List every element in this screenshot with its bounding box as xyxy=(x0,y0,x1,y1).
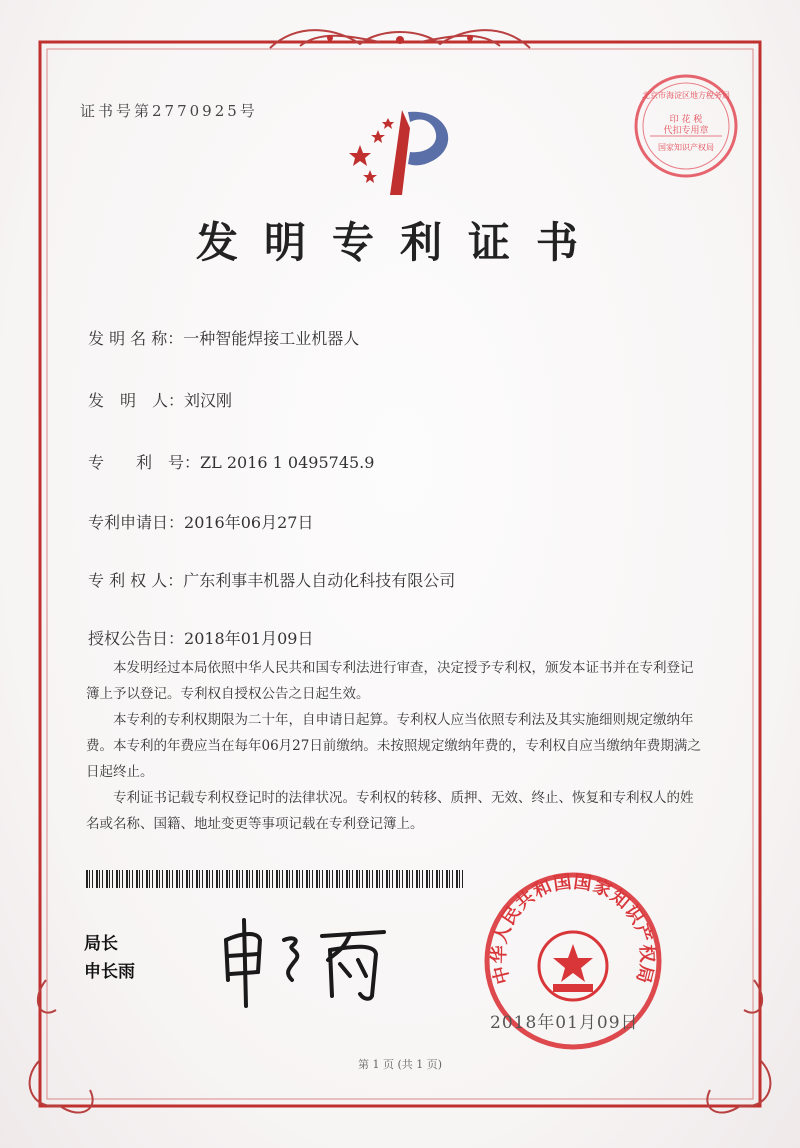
svg-text:印 花 税: 印 花 税 xyxy=(669,115,703,125)
patent-office-emblem xyxy=(330,100,470,200)
seal-date: 2018年01月09日 xyxy=(490,1013,639,1033)
field-value: 2016年06月27日 xyxy=(184,513,314,532)
barcode xyxy=(86,870,466,888)
field-label: 发 明 名 称： xyxy=(88,329,184,348)
field-value: ZL 2016 1 0495745.9 xyxy=(200,453,375,472)
field-label: 授权公告日： xyxy=(88,629,185,648)
director-name: 申长雨 xyxy=(84,962,135,982)
field-value: 2018年01月09日 xyxy=(184,629,314,648)
field-invention-name xyxy=(88,326,359,349)
field-application-date xyxy=(88,510,313,533)
field-patent-number xyxy=(88,450,374,473)
field-value: 刘汉刚 xyxy=(184,391,233,410)
certificate-number: 证书号第2770925号 xyxy=(80,102,258,120)
tax-stamp xyxy=(630,70,742,182)
svg-text:代扣专用章: 代扣专用章 xyxy=(663,126,709,136)
field-patentee xyxy=(88,568,455,591)
field-grant-date xyxy=(88,626,313,649)
svg-text:中华人民共和国国家知识产权局: 中华人民共和国国家知识产权局 xyxy=(488,871,658,987)
svg-text:国家知识产权局: 国家知识产权局 xyxy=(658,143,714,152)
field-label: 专利申请日： xyxy=(88,513,185,532)
director-signature xyxy=(214,910,404,1010)
certificate-body xyxy=(86,655,706,837)
director-title: 局长 xyxy=(84,934,118,954)
field-value: 一种智能焊接工业机器人 xyxy=(183,329,360,348)
field-label: 专 利 权 人： xyxy=(88,571,184,590)
director-block xyxy=(84,930,135,986)
svg-text:北京市海淀区地方税务局: 北京市海淀区地方税务局 xyxy=(642,91,730,100)
field-label: 专 利 号： xyxy=(88,453,201,472)
field-value: 广东利事丰机器人自动化科技有限公司 xyxy=(183,571,456,590)
body-paragraph: 本专利的专利权期限为二十年，自申请日起算。专利权人应当依照专利法及其实施细则规定缴纳年费。本专利的年费应当在每年06月27日前缴纳。未按照规定缴纳年费的，专利权自应当缴纳年费期满之日起终止。 xyxy=(86,712,701,780)
page-number: 第 1 页 (共 1 页) xyxy=(357,1058,443,1071)
field-inventor xyxy=(88,388,232,411)
field-label: 发 明 人： xyxy=(88,391,185,410)
body-paragraph: 专利证书记载专利权登记时的法律状况。专利权的转移、质押、无效、终止、恢复和专利权人的姓名或名称、国籍、地址变更等事项记载在专利登记簿上。 xyxy=(86,790,694,832)
body-paragraph: 本发明经过本局依照中华人民共和国专利法进行审查，决定授予专利权，颁发本证书并在专利登记簿上予以登记。专利权自授权公告之日起生效。 xyxy=(86,660,694,702)
certificate-title: 发明专利证书 xyxy=(195,218,604,267)
